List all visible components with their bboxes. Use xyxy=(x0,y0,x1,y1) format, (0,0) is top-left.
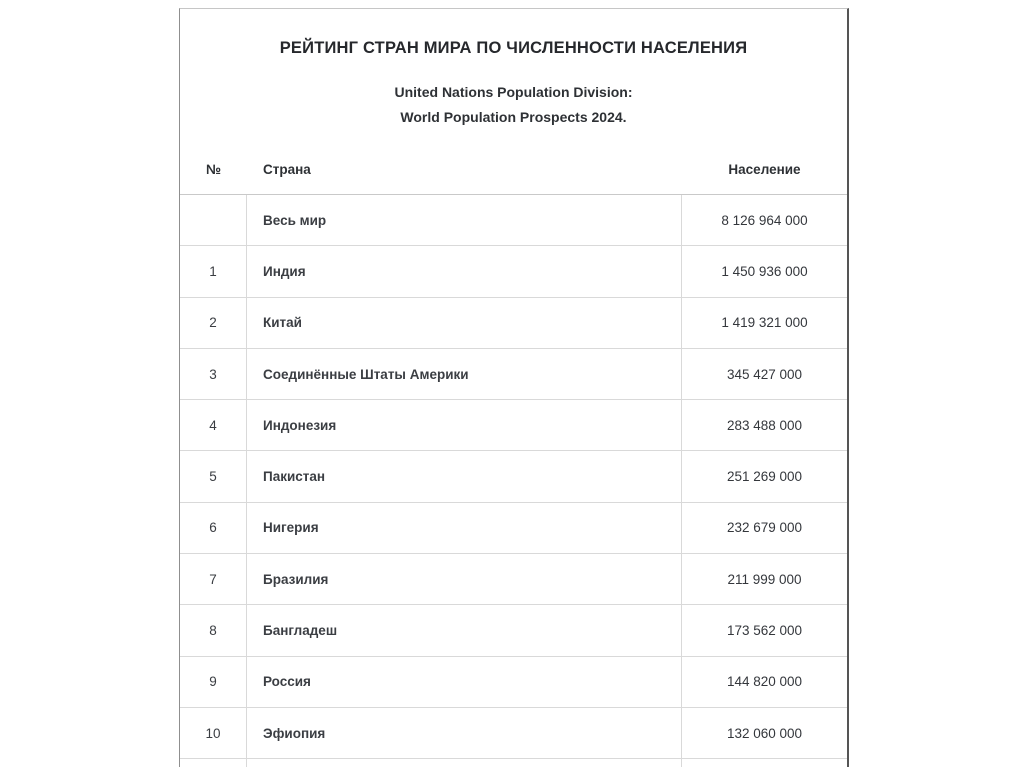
country-cell: Пакистан xyxy=(247,451,682,501)
population-cell: 1 419 321 000 xyxy=(721,315,808,331)
country-cell: Эфиопия xyxy=(247,708,682,758)
population-cell: 283 488 000 xyxy=(726,417,803,433)
population-cell: 1 450 936 000 xyxy=(721,263,808,279)
subtitle-line-1: United Nations Population Division: xyxy=(394,84,633,100)
country-cell: Соединённые Штаты Америки xyxy=(247,349,682,399)
column-header-population: Население xyxy=(728,162,801,177)
table-row xyxy=(180,400,847,451)
table-row-partial xyxy=(180,759,847,767)
country-cell: Нигерия xyxy=(247,503,682,553)
country-cell: Китай xyxy=(247,298,682,348)
rank-cell: 4 xyxy=(180,400,247,450)
table-row xyxy=(180,195,847,246)
table-body xyxy=(180,195,847,759)
population-cell: 232 679 000 xyxy=(726,520,803,536)
table-row xyxy=(180,298,847,349)
column-header-rank: № xyxy=(205,162,222,177)
population-cell: 251 269 000 xyxy=(726,469,803,485)
rank-cell: 1 xyxy=(180,246,247,296)
table-row xyxy=(180,349,847,400)
population-table-card xyxy=(179,8,849,767)
rank-cell: 3 xyxy=(180,349,247,399)
population-cell xyxy=(682,759,847,767)
population-cell: 173 562 000 xyxy=(726,623,803,639)
table-row xyxy=(180,657,847,708)
page-title: РЕЙТИНГ СТРАН МИРА ПО ЧИСЛЕННОСТИ НАСЕЛЕНИЯ xyxy=(279,39,748,57)
table-row xyxy=(180,605,847,656)
table-row xyxy=(180,451,847,502)
subtitle-line-2: World Population Prospects 2024. xyxy=(400,109,627,125)
source-subtitle xyxy=(180,80,847,130)
rank-cell: 2 xyxy=(180,298,247,348)
table-row xyxy=(180,708,847,759)
rank-cell xyxy=(180,759,247,767)
population-cell: 211 999 000 xyxy=(727,571,802,587)
table-row xyxy=(180,246,847,297)
population-cell: 132 060 000 xyxy=(726,725,803,741)
rank-cell: 9 xyxy=(180,657,247,707)
rank-cell: 7 xyxy=(180,554,247,604)
country-cell: Индонезия xyxy=(247,400,682,450)
population-cell: 8 126 964 000 xyxy=(721,212,808,228)
population-table xyxy=(180,145,847,767)
population-cell: 345 427 000 xyxy=(726,366,803,382)
table-header-row xyxy=(180,145,847,195)
country-cell: Индия xyxy=(247,246,682,296)
rank-cell: 10 xyxy=(180,708,247,758)
country-cell: Бразилия xyxy=(247,554,682,604)
population-cell: 144 820 000 xyxy=(726,674,803,690)
country-cell xyxy=(247,759,682,767)
country-cell: Весь мир xyxy=(247,195,682,245)
rank-cell: 5 xyxy=(180,451,247,501)
country-cell: Россия xyxy=(247,657,682,707)
rank-cell: 6 xyxy=(180,503,247,553)
column-header-country: Страна xyxy=(263,162,311,177)
rank-cell xyxy=(180,195,247,245)
table-row xyxy=(180,503,847,554)
table-row xyxy=(180,554,847,605)
country-cell: Бангладеш xyxy=(247,605,682,655)
rank-cell: 8 xyxy=(180,605,247,655)
